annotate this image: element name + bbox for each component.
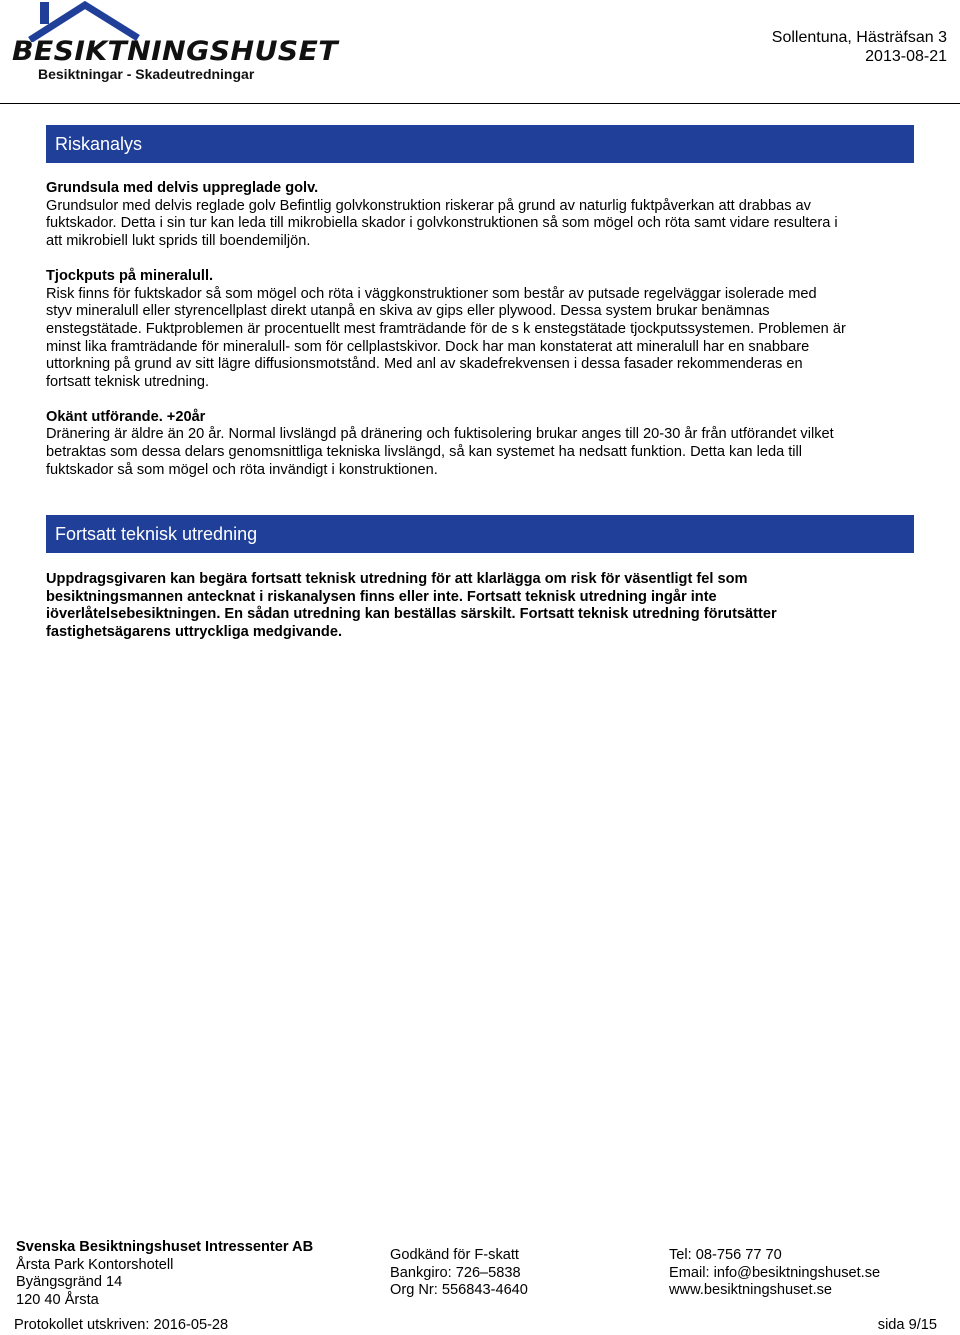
footer-address: Årsta Park Kontorshotell [16,1256,174,1273]
footer-bankgiro: Bankgiro: 726–5838 [390,1264,521,1281]
risk-item-heading: Okänt utförande. +20år [46,408,206,425]
risk-item-heading: Tjockputs på mineralull. [46,267,214,284]
risk-item-text: Dränering är äldre än 20 år. Normal livslängd på dränering och fuktisolering brukar anges till 20-30 år från utförandet vilket betraktas som dessa delars genomsnittliga tekniska livslängd, så kan systemet ha nedsatt funktion. Detta kan leda till fuktskador så som mögel och röta invändigt i konstruktionen. [46,426,834,478]
footer-tel: Tel: 08-756 77 70 [669,1247,782,1263]
risk-item [46,180,846,251]
footer-address: 120 40 Årsta [16,1291,99,1308]
footer-ftax: Godkänd för F-skatt [390,1247,519,1263]
section-title-utredning: Fortsatt teknisk utredning [46,515,914,553]
footer-orgnr: Org Nr: 556843-4640 [390,1282,528,1298]
footer-company: Svenska Besiktningshuset Intressenter AB [16,1239,314,1255]
utredning-text: Uppdragsgivaren kan begära fortsatt teknisk utredning för att klarlägga om risk för väsentligt fel som besiktningsmannen antecknat i riskanalysen finns eller inte. Fortsatt teknisk utredning ingår inte iöverlåtelsebesiktningen. En sådan utredning kan beställas särskilt. Fortsatt teknisk utredning förutsätter fastighetsägarens uttryckliga medgivande. [46,571,777,641]
risk-item-text: Grundsulor med delvis reglade golv Befintlig golvkonstruktion riskerar på grund av naturlig fuktpåverkan att drabbas av fuktskador. Detta i sin tur kan leda till mikrobiella skador i golvkonstruktionen så som mögel och röta samt vidare resultera i att mikrobiell lukt sprids till boendemiljön. [46,197,838,250]
header-info [772,28,947,66]
footer-email: Email: info@besiktningshuset.se [669,1264,881,1281]
header-divider [0,103,960,104]
risk-item [46,409,846,480]
company-logo [10,0,340,90]
riskanalys-content [46,180,846,480]
header-date: 2013-08-21 [865,48,947,65]
page-number: sida 9/15 [877,1317,937,1333]
footer-company-block [16,1239,313,1309]
risk-item-text: Risk finns för fuktskador så som mögel och röta i väggkonstruktioner som består av putsade regelväggar isolerade med styv mineralull eller styrencellplast direkt utanpå en skiva av gips eller plywood. Dessa system brukar benämnas enstegstätade. Fuktproblemen är procentuellt mest framträdande för de s k enstegstätade tjockputssystemen. Problemen är minst lika framträdande för mineralull- som för cellplastskivor. Dock har man konstaterat att mineralull har en snabbare uttorkning på grund av sitt lägre diffusionsmotstånd. Med anl av skadefrekvensen i dessa fasader rekommenderas en fortsatt teknisk utredning. [46,285,846,391]
logo-name: BESIKTNINGSHUSET [12,36,338,67]
section-title-riskanalys: Riskanalys [46,125,914,163]
footer-contact-block [669,1247,880,1300]
footer-web: www.besiktningshuset.se [669,1282,833,1298]
footer-finance-block [390,1247,528,1300]
risk-item-heading: Grundsula med delvis uppreglade golv. [46,180,319,196]
footer-printed-date: Protokollet utskriven: 2016-05-28 [14,1317,229,1333]
logo-tagline: Besiktningar - Skadeutredningar [38,66,255,82]
header-location: Sollentuna, Hästräfsan 3 [771,29,947,46]
footer-address: Byängsgränd 14 [16,1274,123,1290]
risk-item [46,268,846,392]
